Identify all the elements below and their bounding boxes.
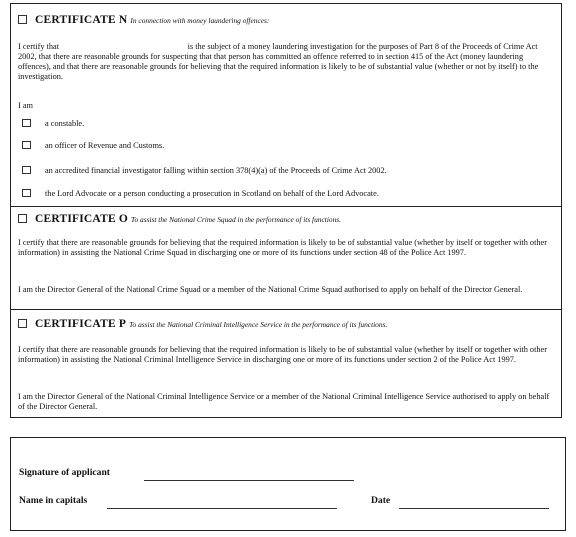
certificate-p-subtitle: To assist the National Criminal Intelligence Service in the performance of its functions. [129, 320, 388, 329]
name-in-capitals-label: Name in capitals [19, 495, 88, 506]
certificate-p-statement: I certify that there are reasonable grounds for believing that the required information is likely to be of substantial value (whether by itself or together with other information) in assisting the National Criminal Intelligence Service in discharging one or more of its functions under section 2 of the Police Act 1997. [18, 345, 547, 364]
certificate-o-section [10, 207, 562, 310]
option-constable[interactable] [22, 119, 84, 128]
certificate-p-heading [18, 318, 387, 330]
certificate-o-checkbox[interactable] [18, 214, 27, 223]
i-am-label: I am [18, 101, 33, 110]
certificate-o-applicant-statement: I am the Director General of the National Crime Squad or a member of the National Crime Squad authorised to apply on behalf of the Director General. [18, 285, 523, 294]
certificate-n-subtitle: In connection with money laundering offences: [130, 16, 270, 25]
certificate-n-statement: I certify that is the subject of a money laundering investigation for the purposes of Part 8 of the Proceeds of Crime Act 2002, that there are reasonable grounds for suspecting that that person has committed an offence referred to in section 415 of the Act (money laundering offences), and that there are reasonable grounds for believing that the required information is likely to be of substantial value (whether or not by itself) to the investigation. [18, 42, 541, 81]
option-revenue-customs[interactable] [22, 141, 164, 150]
signature-field[interactable] [144, 480, 354, 481]
certificate-o-title: CERTIFICATE O [35, 213, 129, 225]
revenue-customs-checkbox[interactable] [22, 141, 31, 149]
certificate-o-heading [18, 213, 341, 225]
date-label: Date [371, 495, 391, 506]
signature-label: Signature of applicant [19, 467, 110, 478]
option-constable-label: a constable. [45, 119, 85, 128]
lord-advocate-checkbox[interactable] [22, 189, 31, 197]
name-in-capitals-field[interactable] [107, 508, 337, 509]
signature-section [10, 437, 566, 531]
certificate-o-statement: I certify that there are reasonable grounds for believing that the required information is likely to be of substantial value (whether by itself or together with other information) in assisting the National Crime Squad in discharging one or more of its functions under section 48 of the Police Act 1997. [18, 238, 547, 257]
certificate-n-heading [18, 14, 269, 26]
option-financial-investigator-label: an accredited financial investigator falling within section 378(4)(a) of the Proceeds of Crime Act 2002. [45, 166, 387, 175]
certificate-o-subtitle: To assist the National Crime Squad in the performance of its functions. [131, 215, 342, 224]
certificate-p-applicant-statement: I am the Director General of the National Criminal Intelligence Service or a member of the National Criminal Intelligence Service authorised to apply on behalf of the Director General. [18, 392, 550, 411]
constable-checkbox[interactable] [22, 119, 31, 127]
option-lord-advocate-label: the Lord Advocate or a person conducting a prosecution in Scotland on behalf of the Lord Advocate. [45, 189, 379, 198]
date-field[interactable] [399, 508, 549, 509]
option-financial-investigator[interactable] [22, 166, 387, 175]
certificate-p-title: CERTIFICATE P [35, 318, 127, 330]
certificate-n-checkbox[interactable] [18, 15, 27, 24]
financial-investigator-checkbox[interactable] [22, 166, 31, 174]
option-revenue-customs-label: an officer of Revenue and Customs. [45, 141, 165, 150]
certificate-p-checkbox[interactable] [18, 319, 27, 328]
certificate-n-section [10, 3, 562, 207]
certificate-n-title: CERTIFICATE N [35, 14, 128, 26]
option-lord-advocate[interactable] [22, 189, 379, 198]
certificate-p-section [10, 310, 562, 418]
